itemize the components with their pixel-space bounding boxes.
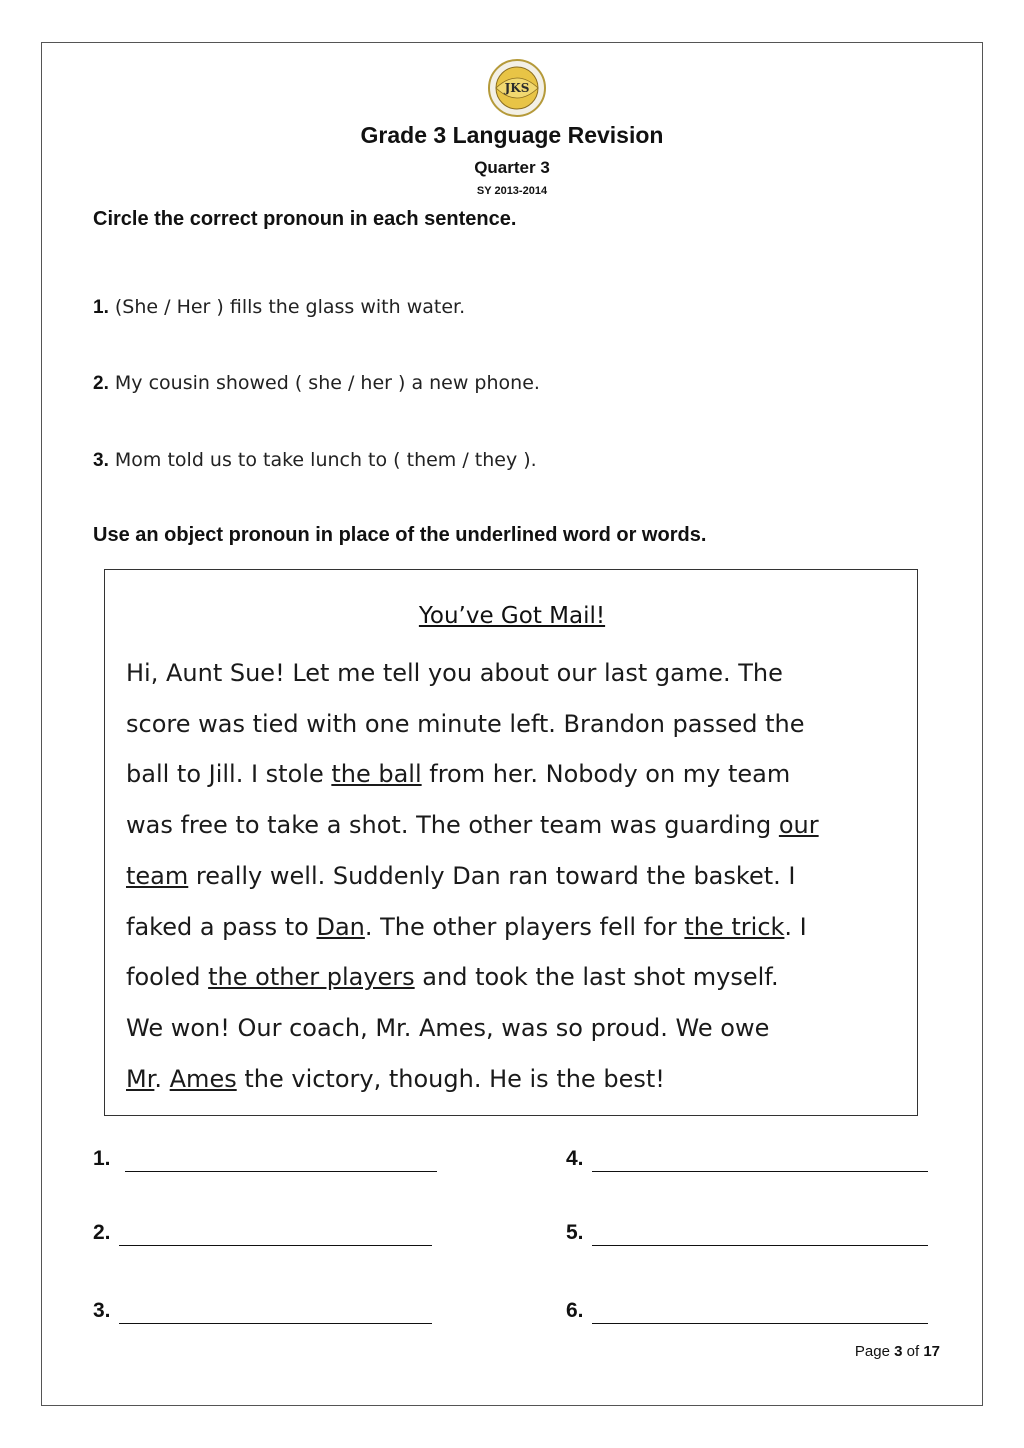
story-text-segment: fooled	[126, 963, 209, 992]
story-text-segment: . I	[784, 912, 807, 941]
page-current: 3	[894, 1343, 903, 1360]
story-line	[126, 808, 819, 842]
story-title-text: You’ve Got Mail!	[418, 603, 606, 629]
page-title: Grade 3 Language Revision	[360, 122, 664, 148]
question-text: Mom told us to take lunch to ( them / they ).	[108, 449, 537, 471]
story-text-segment: score was tied with one minute left. Brandon passed the	[126, 709, 805, 738]
answer-blank[interactable]	[592, 1151, 928, 1172]
instruction-circle-pronoun: Circle the correct pronoun in each sentence.	[93, 208, 517, 230]
story-line	[126, 859, 795, 893]
story-line	[126, 1011, 769, 1045]
question-number: 2.	[93, 373, 109, 394]
answer-number: 1.	[93, 1147, 111, 1170]
answer-number: 3.	[93, 1299, 111, 1322]
answer-blank[interactable]	[119, 1303, 432, 1324]
story-text-segment: ball to Jill. I stole	[126, 760, 332, 789]
underlined-phrase: the other players	[208, 963, 415, 992]
underlined-phrase: Ames	[169, 1064, 237, 1093]
story-line	[126, 960, 779, 994]
quarter-label: Quarter 3	[474, 158, 550, 177]
answer-line-1	[93, 1146, 437, 1172]
underlined-phrase: Dan	[316, 912, 365, 941]
underlined-phrase: team	[126, 861, 189, 890]
story-line	[126, 656, 783, 690]
answer-line-3	[93, 1298, 432, 1324]
story-text-segment: the victory, though. He is the best!	[236, 1064, 665, 1093]
question-2	[93, 371, 540, 396]
answer-number: 4.	[566, 1147, 584, 1170]
answer-number: 2.	[93, 1221, 111, 1244]
story-text-segment: was free to take a shot. The other team was guarding	[126, 811, 779, 840]
story-text-segment: .	[154, 1064, 170, 1093]
answer-blank[interactable]	[592, 1225, 928, 1246]
page-of: of	[902, 1343, 924, 1360]
story-text-segment: from her. Nobody on my team	[421, 760, 791, 789]
story-text-segment: . The other players fell for	[364, 912, 685, 941]
story-text-segment: Hi, Aunt Sue! Let me tell you about our last game. The	[126, 659, 783, 687]
question-3	[93, 448, 537, 473]
story-text-segment: faked a pass to	[126, 912, 317, 941]
story-text-segment: really well. Suddenly Dan ran toward the basket. I	[188, 861, 796, 890]
page-total: 17	[923, 1343, 940, 1360]
instruction-object-pronoun: Use an object pronoun in place of the underlined word or words.	[93, 524, 707, 546]
answer-blank[interactable]	[592, 1303, 928, 1324]
question-text: My cousin showed ( she / her ) a new phone.	[108, 372, 540, 394]
underlined-phrase: the trick	[684, 912, 785, 941]
question-number: 3.	[93, 450, 109, 471]
story-text-segment: and took the last shot myself.	[414, 963, 779, 992]
page-label: Page	[854, 1343, 895, 1360]
story-line	[126, 910, 807, 944]
logo-text: JKS	[504, 81, 530, 95]
story-title	[0, 600, 1024, 632]
school-logo	[484, 58, 550, 118]
answer-line-5	[566, 1220, 928, 1246]
underlined-phrase: the ball	[331, 760, 422, 789]
answer-blank[interactable]	[125, 1151, 437, 1172]
underlined-phrase: Mr	[126, 1064, 155, 1093]
story-text-segment: We won! Our coach, Mr. Ames, was so proud. We owe	[126, 1013, 770, 1042]
answer-line-4	[566, 1146, 928, 1172]
story-line	[126, 757, 790, 791]
answer-number: 6.	[566, 1299, 584, 1322]
page-number	[855, 1342, 940, 1362]
answer-blank[interactable]	[119, 1225, 432, 1246]
answer-line-6	[566, 1298, 928, 1324]
question-1	[93, 295, 465, 320]
school-year-label: SY 2013-2014	[476, 185, 548, 197]
answer-number: 5.	[566, 1221, 584, 1244]
question-number: 1.	[93, 297, 109, 318]
answer-line-2	[93, 1220, 432, 1246]
question-text: (She / Her ) fills the glass with water.	[108, 296, 466, 318]
story-line	[126, 1062, 665, 1096]
story-line	[126, 707, 805, 741]
underlined-phrase: our	[778, 811, 819, 840]
